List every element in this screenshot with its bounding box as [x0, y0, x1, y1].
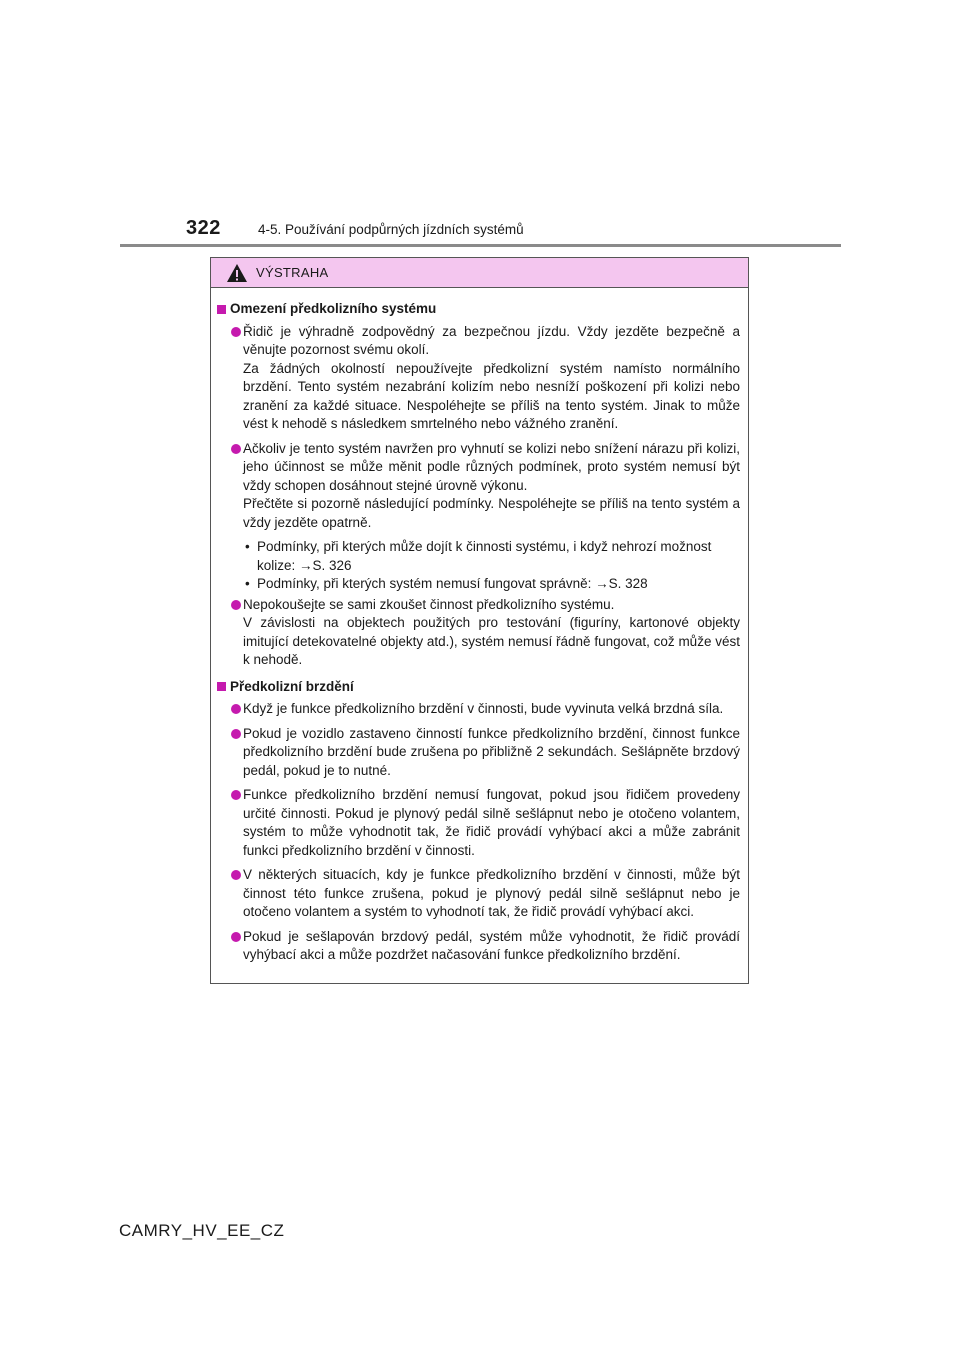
list-item	[217, 700, 740, 719]
warning-triangle-icon	[226, 263, 248, 283]
list-item	[217, 596, 740, 670]
warning-box	[210, 257, 749, 984]
section-heading-text: Omezení předkolizního systému	[230, 301, 437, 316]
round-bullet-icon	[231, 790, 241, 800]
item-paragraph: Nepokoušejte se sami zkoušet činnost předkolizního systému.	[243, 596, 615, 612]
item-paragraph: Ačkoliv je tento systém navržen pro vyhnutí se kolizi nebo snížení nárazu při kolizi, jeho účinnost se může měnit podle různých podmínek, proto systém nemusí být vždy schopen dosáhnout stejné úrovně výkonu.	[243, 440, 740, 493]
warning-label: VÝSTRAHA	[256, 265, 329, 280]
list-item	[217, 440, 740, 533]
round-bullet-icon	[231, 870, 241, 880]
sub-list	[217, 538, 740, 594]
round-bullet-icon	[231, 444, 241, 454]
item-paragraph: Funkce předkolizního brzdění nemusí fungovat, pokud jsou řidičem provedeny určité činnosti. Pokud je plynový pedál silně sešlápnut nebo je otočeno volantem, systém to může vyhodnotit tak, že řidič provádí vyhýbací akci a může zabránit funkci předkolizního brzdění v činnosti.	[243, 787, 740, 858]
round-bullet-icon	[231, 932, 241, 942]
item-paragraph: Přečtěte si pozorně následující podmínky. Nespoléhejte se příliš na tento systém a vždy jezděte opatrně.	[243, 496, 740, 530]
sub-item: • Podmínky, při kterých systém nemusí fungovat správně: →S. 328	[217, 575, 740, 594]
list-item	[217, 323, 740, 434]
round-bullet-icon	[231, 704, 241, 714]
header-rule	[120, 244, 841, 247]
section-heading	[217, 678, 740, 697]
section-title: 4-5. Používání podpůrných jízdních systémů	[258, 222, 524, 237]
list-item	[217, 786, 740, 860]
round-bullet-icon	[231, 327, 241, 337]
section-heading	[217, 300, 740, 319]
section-heading-text: Předkolizní brzdění	[230, 678, 354, 694]
item-paragraph: Za žádných okolností nepoužívejte předkolizní systém namísto normálního brzdění. Tento systém nezabrání kolizím nebo nesníží poškození při kolizi nebo zranění za každé situace. Nespoléhejte se příliš na tento systém. Jinak to může vést k nehodě s následkem smrtelného nebo vážného zranění.	[243, 360, 740, 431]
square-bullet-icon	[217, 305, 226, 314]
item-paragraph: V závislosti na objektech použitých pro testování (figuríny, kartonové objekty imitující detekovatelné objekty atd.), systém nemusí řádně fungovat, což může vést k nehodě.	[243, 615, 740, 667]
item-paragraph: V některých situacích, kdy je funkce předkolizního brzdění v činnosti, může být činnost této funkce zrušena, pokud je plynový pedál silně sešlápnut nebo je otočeno volantem a systém to vyhodnotí tak, že řidič provádí vyhýbací akci.	[243, 867, 740, 919]
warning-body	[211, 288, 748, 965]
square-bullet-icon	[217, 682, 226, 691]
round-bullet-icon	[231, 600, 241, 610]
item-paragraph: Řidič je výhradně zodpovědný za bezpečnou jízdu. Vždy jezděte bezpečně a věnujte pozornost svému okolí.	[243, 323, 740, 357]
sub-item: • Podmínky, při kterých může dojít k činnosti systému, i když nehrozí možnost kolize: →S. 326	[217, 538, 740, 575]
list-item	[217, 928, 740, 965]
list-item	[217, 866, 740, 922]
warning-header	[211, 258, 748, 288]
page-number: 322	[186, 217, 221, 239]
round-bullet-icon	[231, 729, 241, 739]
item-paragraph: Pokud je vozidlo zastaveno činností funkce předkolizního brzdění, činnost funkce předkolizního brzdění bude zrušena po přibližně 2 sekundách. Sešlápněte brzdový pedál, pokud je to nutné.	[243, 725, 740, 778]
item-paragraph: Když je funkce předkolizního brzdění v činnosti, bude vyvinuta velká brzdná síla.	[243, 701, 724, 716]
list-item	[217, 725, 740, 781]
document-code: CAMRY_HV_EE_CZ	[119, 1221, 285, 1240]
item-paragraph: Pokud je sešlapován brzdový pedál, systém může vyhodnotit, že řidič provádí vyhýbací akci a může pozdržet načasování funkce předkolizního brzdění.	[243, 928, 740, 962]
